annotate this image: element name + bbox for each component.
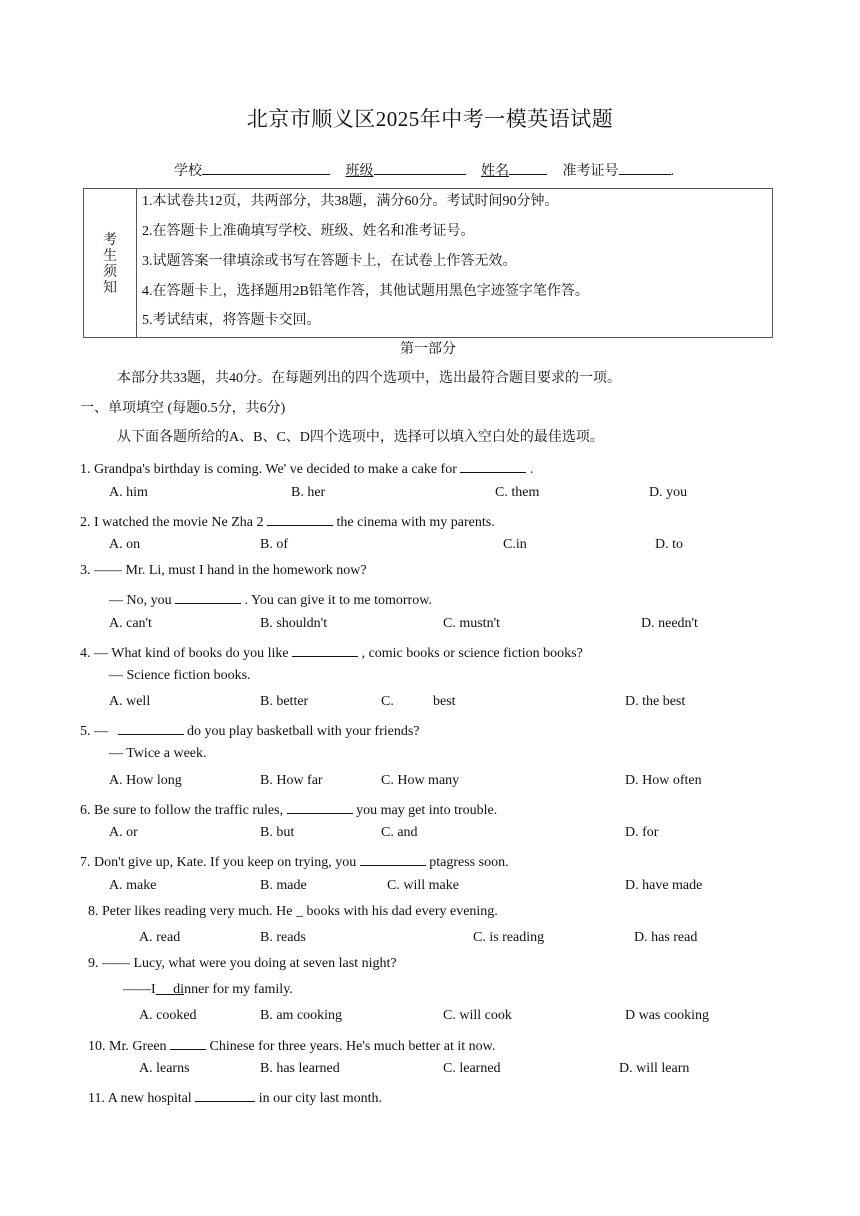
option-c[interactable]: C. will cook — [443, 1008, 512, 1023]
section-instruction: 从下面各题所给的A、B、C、D四个选项中，选择可以填入空白处的最佳选项。 — [117, 430, 604, 445]
notice-side-cell — [84, 189, 137, 337]
option-a[interactable]: A. How long — [109, 773, 182, 788]
question-stem-line2 — [109, 589, 432, 609]
part-intro: 本部分共33题，共40分。在每题列出的四个选项中，选出最符合题目要求的一项。 — [117, 371, 621, 386]
question-stem — [88, 1087, 382, 1107]
answer-blank[interactable]: _ — [296, 904, 303, 919]
option-d[interactable]: D. has read — [634, 930, 698, 945]
option-b[interactable]: B. her — [291, 485, 326, 500]
question-stem-line2: — Science fiction books. — [109, 668, 251, 683]
notice-item: 1.本试卷共12页，共两部分，共38题，满分60分。考试时间90分钟。 — [142, 194, 559, 209]
stem-text: in our city last month. — [258, 1091, 382, 1106]
option-d[interactable]: D. for — [625, 825, 659, 840]
question-stem — [80, 720, 420, 740]
stem-text: 4. — What kind of books do you like — [80, 646, 289, 661]
exam-notice-box — [83, 188, 773, 338]
stem-text: . You can give it to me tomorrow. — [244, 593, 432, 608]
option-a[interactable]: A. learns — [139, 1061, 190, 1076]
option-b[interactable]: B. better — [260, 694, 309, 709]
exam-id-field[interactable] — [619, 160, 671, 175]
option-d[interactable]: D. How often — [625, 773, 702, 788]
option-c[interactable]: C. How many — [381, 773, 460, 788]
answer-blank[interactable] — [292, 642, 358, 657]
option-c[interactable]: C. learned — [443, 1061, 501, 1076]
option-c[interactable]: C. them — [495, 485, 540, 500]
stem-text: Chinese for three years. He's much better at it now. — [209, 1039, 496, 1054]
answer-blank[interactable] — [175, 589, 241, 604]
option-d[interactable]: D. the best — [625, 694, 686, 709]
stem-text: 5. — — [80, 724, 108, 739]
option-b[interactable]: B. How far — [260, 773, 323, 788]
stem-text: 10. Mr. Green — [88, 1039, 167, 1054]
option-c[interactable]: C. and — [381, 825, 418, 840]
option-c-text[interactable]: best — [433, 694, 456, 709]
option-c[interactable]: C. is reading — [473, 930, 545, 945]
section-title: 一、单项填空 (每题0.5分，共6分) — [80, 401, 286, 416]
notice-side-label: 考生须知 — [103, 233, 117, 296]
stem-text: ——I — [123, 982, 156, 997]
question-stem — [88, 1035, 495, 1055]
option-c[interactable]: C. mustn't — [443, 616, 500, 631]
option-b[interactable]: B. but — [260, 825, 295, 840]
notice-item: 3.试题答案一律填涂或书写在答题卡上，在试卷上作答无效。 — [142, 254, 517, 269]
stem-text: you may get into trouble. — [356, 803, 498, 818]
option-b[interactable]: B. made — [260, 878, 307, 893]
option-a[interactable]: A. can't — [109, 616, 152, 631]
part-title: 第一部分 — [400, 342, 456, 357]
stem-text: 1. Grandpa's birthday is coming. We' ve decided to make a cake for — [80, 462, 457, 477]
stem-text: . — [529, 462, 534, 477]
stem-text: books with his dad every evening. — [306, 904, 498, 919]
stem-text: the cinema with my parents. — [336, 515, 495, 530]
option-d[interactable]: D. needn't — [641, 616, 698, 631]
name-label: 姓名 — [481, 164, 509, 179]
option-b[interactable]: B. reads — [260, 930, 306, 945]
option-b[interactable]: B. shouldn't — [260, 616, 328, 631]
class-field[interactable] — [374, 160, 466, 175]
option-d[interactable]: D. have made — [625, 878, 703, 893]
question-stem — [80, 458, 533, 478]
stem-text: 6. Be sure to follow the traffic rules, — [80, 803, 284, 818]
option-a[interactable]: A. read — [139, 930, 181, 945]
student-info-line — [174, 160, 674, 180]
option-a[interactable]: A. him — [109, 485, 148, 500]
question-stem: 9. —— Lucy, what were you doing at seven last night? — [88, 956, 397, 971]
answer-blank[interactable] — [287, 799, 353, 814]
stem-text: ptagress soon. — [429, 855, 509, 870]
name-field[interactable] — [509, 160, 547, 175]
option-a[interactable]: A. on — [109, 537, 141, 552]
question-stem: 3. —— Mr. Li, must I hand in the homework now? — [80, 563, 367, 578]
answer-blank[interactable] — [360, 851, 426, 866]
page-title: 北京市顺义区2025年中考一模英语试题 — [246, 107, 614, 131]
option-b[interactable]: B. am cooking — [260, 1008, 343, 1023]
answer-blank[interactable] — [118, 720, 184, 735]
stem-text: , comic books or science fiction books? — [361, 646, 583, 661]
school-label: 学校 — [174, 164, 202, 179]
option-a[interactable]: A. make — [109, 878, 157, 893]
option-c[interactable]: C.in — [503, 537, 527, 552]
option-c[interactable]: C. — [381, 694, 394, 709]
option-d[interactable]: D. you — [649, 485, 688, 500]
answer-blank[interactable] — [460, 458, 526, 473]
answer-blank[interactable] — [170, 1035, 206, 1050]
question-stem-line2: — Twice a week. — [109, 746, 207, 761]
stem-text: 8. Peter likes reading very much. He — [88, 904, 293, 919]
question-stem — [80, 851, 509, 871]
stem-text: 11. A new hospital — [88, 1091, 192, 1106]
question-stem — [88, 904, 498, 920]
option-d[interactable]: D was cooking — [625, 1008, 709, 1023]
answer-blank[interactable]: di — [155, 982, 185, 997]
question-stem — [80, 799, 497, 819]
stem-text: 2. I watched the movie Ne Zha 2 — [80, 515, 264, 530]
info-end: . — [670, 164, 674, 179]
question-stem-line2 — [123, 982, 293, 998]
class-label: 班级 — [345, 164, 374, 179]
option-a[interactable]: A. well — [109, 694, 151, 709]
answer-blank[interactable] — [195, 1087, 255, 1102]
stem-text: do you play basketball with your friends? — [187, 724, 420, 739]
notice-item: 4.在答题卡上，选择题用2B铅笔作答，其他试题用黑色字迹签字笔作答。 — [142, 284, 589, 299]
option-d[interactable]: D. to — [655, 537, 683, 552]
question-stem — [80, 511, 495, 531]
exam-id-label: 准考证号 — [562, 164, 619, 179]
option-d[interactable]: D. will learn — [619, 1061, 690, 1076]
stem-text: — No, you — [109, 593, 172, 608]
answer-blank[interactable] — [267, 511, 333, 526]
school-field[interactable] — [202, 160, 330, 175]
option-c[interactable]: C. will make — [387, 878, 459, 893]
option-a[interactable]: A. or — [109, 825, 138, 840]
stem-text: 7. Don't give up, Kate. If you keep on trying, you — [80, 855, 357, 870]
stem-text: nner for my family. — [184, 982, 293, 997]
notice-item: 5.考试结束，将答题卡交回。 — [142, 313, 321, 328]
question-stem — [80, 642, 583, 662]
option-a[interactable]: A. cooked — [139, 1008, 197, 1023]
notice-item: 2.在答题卡上准确填写学校、班级、姓名和准考证号。 — [142, 224, 475, 239]
option-b[interactable]: B. of — [260, 537, 288, 552]
option-b[interactable]: B. has learned — [260, 1061, 340, 1076]
